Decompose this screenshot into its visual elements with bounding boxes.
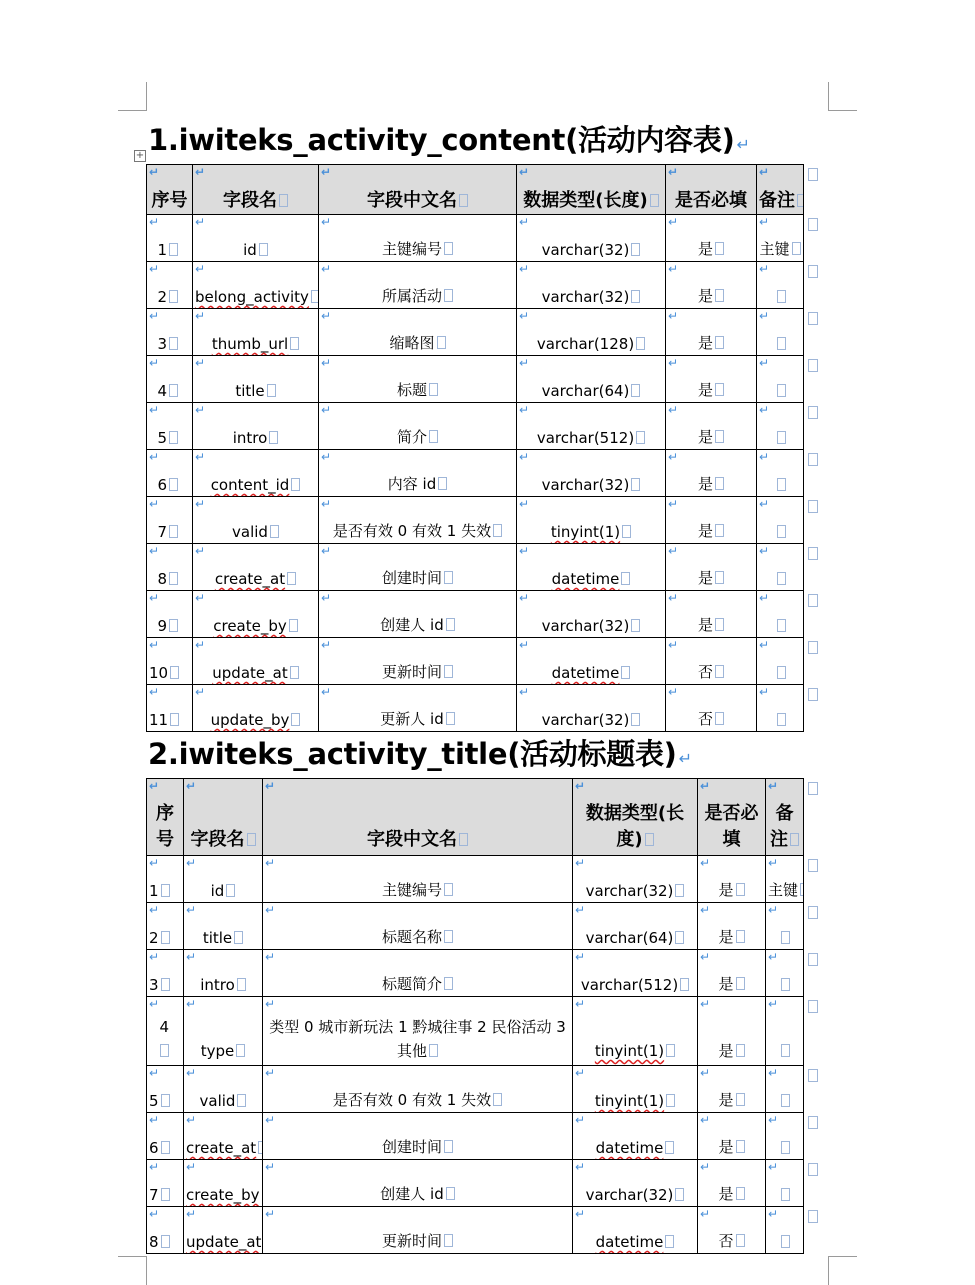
header-required[interactable]: ↵ 是否必填 [666, 165, 757, 215]
row-end-marker-icon [808, 500, 818, 513]
cell-end-marker-icon [715, 618, 724, 631]
cell-chinese-name[interactable]: ↵ 标题 [319, 356, 517, 403]
cell-end-marker-icon [446, 618, 455, 631]
cell-chinese-name[interactable]: ↵ 主键编号 [263, 856, 573, 903]
table-row [147, 997, 804, 1066]
cell-end-marker-icon [736, 977, 745, 990]
table-row [147, 262, 804, 309]
cell-end-marker-icon [777, 525, 786, 538]
cell-end-marker-icon [622, 525, 631, 538]
cell-required[interactable]: ↵ 是 [666, 215, 757, 262]
cell-required[interactable]: ↵ 是 [698, 950, 766, 997]
cell-end-marker-icon [444, 883, 453, 896]
header-field-name[interactable]: ↵ 字段名 [193, 165, 319, 215]
cell-data-type[interactable]: ↵ varchar(512) [517, 403, 666, 450]
cell-data-type[interactable]: ↵ varchar(32) [517, 450, 666, 497]
row-end-marker-icon [808, 1000, 818, 1013]
cell-end-marker-icon [279, 194, 288, 207]
cell-remark[interactable] [766, 1207, 804, 1254]
cell-no[interactable]: ↵ 2 [147, 262, 193, 309]
cell-chinese-name[interactable]: ↵ 缩略图 [319, 309, 517, 356]
cell-end-marker-icon [161, 978, 170, 991]
cell-end-marker-icon [792, 242, 801, 255]
cell-chinese-name[interactable]: ↵ 更新时间 [319, 638, 517, 685]
cell-no[interactable]: ↵ 3 [147, 309, 193, 356]
cell-end-marker-icon [169, 243, 178, 256]
cell-end-marker-icon [169, 525, 178, 538]
cell-end-marker-icon [736, 1140, 745, 1153]
cell-no[interactable]: ↵ 1 [147, 856, 184, 903]
cell-end-marker-icon [444, 1140, 453, 1153]
cell-no[interactable]: ↵ 1 [147, 215, 193, 262]
row-end-marker-icon [808, 406, 818, 419]
cell-end-marker-icon [631, 290, 640, 303]
row-end-marker-icon [808, 906, 818, 919]
cell-remark[interactable] [757, 544, 804, 591]
cell-no[interactable]: ↵ 7 [147, 1160, 184, 1207]
cell-remark[interactable] [766, 1160, 804, 1207]
row-end-marker-icon [808, 359, 818, 372]
cell-chinese-name[interactable]: ↵ 是否有效 0 有效 1 失效 [319, 497, 517, 544]
cell-end-marker-icon [715, 571, 724, 584]
row-end-marker-icon [808, 859, 818, 872]
cell-no[interactable]: ↵ 10 [147, 638, 193, 685]
header-required[interactable]: ↵ 是否必填 [698, 779, 766, 856]
table-header-row [147, 779, 804, 856]
cell-no[interactable]: ↵ 8 [147, 544, 193, 591]
cell-end-marker-icon [777, 337, 786, 350]
cell-required[interactable]: ↵ 否 [698, 1207, 766, 1254]
cell-no[interactable]: ↵ 3 [147, 950, 184, 997]
cell-end-marker-icon [777, 431, 786, 444]
header-data-type[interactable]: ↵ 数据类型(长度) [517, 165, 666, 215]
cell-end-marker-icon [715, 665, 724, 678]
cell-end-marker-icon [665, 1235, 674, 1248]
cell-end-marker-icon [715, 289, 724, 302]
cell-no[interactable]: ↵ 6 [147, 450, 193, 497]
cell-required[interactable]: ↵ 是 [666, 450, 757, 497]
cell-chinese-name[interactable]: ↵ 主键编号 [319, 215, 517, 262]
cell-required[interactable]: ↵ 是 [698, 1160, 766, 1207]
cell-field-name[interactable]: ↵ type [184, 997, 263, 1066]
table-row [147, 638, 804, 685]
cell-end-marker-icon [621, 666, 630, 679]
cell-data-type[interactable]: ↵ datetime [573, 1207, 698, 1254]
cell-end-marker-icon [631, 713, 640, 726]
header-chinese-name[interactable]: ↵ 字段中文名 [263, 779, 573, 856]
cell-end-marker-icon [169, 619, 178, 632]
cell-end-marker-icon [650, 194, 659, 207]
row-end-marker-icon [808, 1116, 818, 1129]
cell-end-marker-icon [777, 666, 786, 679]
cell-no[interactable]: ↵ 7 [147, 497, 193, 544]
cell-data-type[interactable]: ↵ tinyint(1) [573, 997, 698, 1066]
table-row [147, 903, 804, 950]
cell-remark[interactable] [757, 591, 804, 638]
cell-field-name[interactable]: ↵ title [184, 903, 263, 950]
cell-no[interactable]: ↵ 6 [147, 1113, 184, 1160]
cell-end-marker-icon [781, 1188, 790, 1201]
cell-end-marker-icon [444, 289, 453, 302]
row-end-marker-icon [808, 265, 818, 278]
cell-end-marker-icon [715, 524, 724, 537]
cell-remark[interactable] [757, 403, 804, 450]
cell-end-marker-icon [631, 384, 640, 397]
cell-remark[interactable] [766, 997, 804, 1066]
table-move-handle-icon[interactable]: + [135, 150, 145, 161]
cell-end-marker-icon [236, 1044, 245, 1057]
cell-end-marker-icon [715, 242, 724, 255]
table-row [147, 1207, 804, 1254]
cell-required[interactable]: ↵ 是 [666, 544, 757, 591]
cell-end-marker-icon [636, 431, 645, 444]
cell-remark[interactable] [757, 497, 804, 544]
cell-end-marker-icon [259, 243, 268, 256]
cell-end-marker-icon [781, 931, 790, 944]
cell-remark[interactable] [757, 450, 804, 497]
cell-chinese-name[interactable]: ↵ 标题名称 [263, 903, 573, 950]
cell-data-type[interactable]: ↵ varchar(32) [517, 215, 666, 262]
cell-end-marker-icon [237, 1094, 246, 1107]
cell-required[interactable]: ↵ 是 [698, 1066, 766, 1113]
cell-end-marker-icon [631, 478, 640, 491]
cell-end-marker-icon [777, 384, 786, 397]
cell-end-marker-icon [237, 978, 246, 991]
cell-data-type[interactable]: ↵ datetime [573, 1113, 698, 1160]
cell-end-marker-icon [161, 1094, 170, 1107]
cell-field-name[interactable]: ↵ intro [193, 403, 319, 450]
cell-end-marker-icon [781, 1044, 790, 1057]
cell-end-marker-icon [736, 1093, 745, 1106]
cell-required[interactable]: ↵ 是 [698, 856, 766, 903]
cell-end-marker-icon [631, 243, 640, 256]
cell-end-marker-icon [444, 665, 453, 678]
cell-end-marker-icon [715, 712, 724, 725]
cell-end-marker-icon [269, 431, 278, 444]
cell-no[interactable]: ↵ 4 [147, 356, 193, 403]
cell-remark[interactable] [757, 309, 804, 356]
cell-field-name[interactable]: ↵ intro [184, 950, 263, 997]
cell-data-type[interactable]: ↵ varchar(32) [573, 1160, 698, 1207]
cell-end-marker-icon [736, 930, 745, 943]
cell-remark[interactable] [757, 262, 804, 309]
cell-required[interactable]: ↵ 是 [666, 591, 757, 638]
cell-end-marker-icon [267, 384, 276, 397]
cell-end-marker-icon [715, 336, 724, 349]
cell-data-type[interactable]: ↵ varchar(128) [517, 309, 666, 356]
cell-field-name[interactable]: ↵ valid [184, 1066, 263, 1113]
cell-end-marker-icon [169, 384, 178, 397]
cell-end-marker-icon [444, 242, 453, 255]
cell-end-marker-icon [680, 978, 689, 991]
cell-data-type[interactable]: ↵ datetime [517, 638, 666, 685]
cell-field-name[interactable]: ↵ create_by [184, 1160, 263, 1207]
cell-end-marker-icon [161, 1141, 170, 1154]
cell-end-marker-icon [438, 477, 447, 490]
cell-end-marker-icon [715, 477, 724, 490]
cell-end-marker-icon [666, 1094, 675, 1107]
row-end-marker-icon [808, 312, 818, 325]
cell-field-name[interactable]: ↵ update_at [193, 638, 319, 685]
cell-remark[interactable] [766, 950, 804, 997]
cell-chinese-name[interactable]: ↵ 更新人 id [319, 685, 517, 732]
cell-required[interactable]: ↵ 是 [666, 497, 757, 544]
cell-end-marker-icon [459, 194, 468, 207]
cell-end-marker-icon [311, 290, 319, 303]
cell-remark[interactable] [766, 1066, 804, 1113]
cell-end-marker-icon [666, 1044, 675, 1057]
activity-title-table [146, 778, 804, 1254]
row-end-marker-icon [808, 782, 818, 795]
header-remark[interactable]: ↵ 备注 [757, 165, 804, 215]
cell-data-type[interactable]: ↵ datetime [517, 544, 666, 591]
activity-content-table [146, 164, 804, 732]
page-corner-mark [118, 82, 147, 111]
cell-end-marker-icon [781, 1094, 790, 1107]
table-row [147, 591, 804, 638]
row-end-marker-icon [808, 688, 818, 701]
row-end-marker-icon [808, 1210, 818, 1223]
cell-remark[interactable] [766, 1113, 804, 1160]
cell-end-marker-icon [446, 1187, 455, 1200]
cell-field-name[interactable]: ↵ id [193, 215, 319, 262]
cell-end-marker-icon [444, 1234, 453, 1247]
header-data-type[interactable]: ↵ 数据类型(长度) [573, 779, 698, 856]
table-row [147, 450, 804, 497]
cell-chinese-name[interactable]: ↵ 标题简介 [263, 950, 573, 997]
table-row [147, 1113, 804, 1160]
cell-end-marker-icon [429, 1044, 438, 1057]
cell-no[interactable]: ↵ 5 [147, 403, 193, 450]
cell-end-marker-icon [290, 666, 299, 679]
row-end-marker-icon [808, 218, 818, 231]
cell-end-marker-icon [169, 290, 178, 303]
table-header-row [147, 165, 804, 215]
cell-field-name[interactable]: ↵ thumb_url [193, 309, 319, 356]
cell-end-marker-icon [715, 383, 724, 396]
row-end-marker-icon [808, 453, 818, 466]
cell-remark[interactable] [757, 356, 804, 403]
cell-end-marker-icon [247, 833, 256, 846]
cell-end-marker-icon [446, 712, 455, 725]
cell-end-marker-icon [493, 524, 502, 537]
page-corner-mark [118, 1256, 147, 1285]
table-row [147, 950, 804, 997]
cell-end-marker-icon [777, 478, 786, 491]
cell-required[interactable]: ↵ 否 [666, 638, 757, 685]
table-row [147, 215, 804, 262]
table-row [147, 497, 804, 544]
cell-end-marker-icon [715, 430, 724, 443]
cell-end-marker-icon [429, 383, 438, 396]
cell-no[interactable]: ↵ 9 [147, 591, 193, 638]
header-field-name[interactable]: ↵ 字段名 [184, 779, 263, 856]
table-row [147, 309, 804, 356]
table-row [147, 544, 804, 591]
cell-end-marker-icon [493, 1093, 502, 1106]
cell-end-marker-icon [161, 1235, 170, 1248]
cell-end-marker-icon [736, 1234, 745, 1247]
cell-end-marker-icon [289, 619, 298, 632]
row-end-marker-icon [808, 1163, 818, 1176]
cell-end-marker-icon [777, 290, 786, 303]
cell-chinese-name[interactable]: ↵ 创建人 id [263, 1160, 573, 1207]
cell-remark[interactable] [757, 685, 804, 732]
cell-no[interactable]: ↵ 11 [147, 685, 193, 732]
row-end-marker-icon [808, 594, 818, 607]
cell-chinese-name[interactable]: ↵ 创建时间 [319, 544, 517, 591]
cell-end-marker-icon [636, 337, 645, 350]
header-chinese-name[interactable]: ↵ 字段中文名 [319, 165, 517, 215]
cell-chinese-name[interactable]: ↵ 创建人 id [319, 591, 517, 638]
cell-remark[interactable] [766, 903, 804, 950]
cell-required[interactable]: ↵ 是 [698, 903, 766, 950]
row-end-marker-icon [808, 1069, 818, 1082]
cell-data-type[interactable]: ↵ tinyint(1) [573, 1066, 698, 1113]
cell-end-marker-icon [797, 194, 804, 207]
table-row [147, 1066, 804, 1113]
cell-field-name[interactable]: ↵ belong_activity [193, 262, 319, 309]
table-row [147, 856, 804, 903]
page-corner-mark [828, 1256, 857, 1285]
cell-data-type[interactable]: ↵ varchar(32) [517, 262, 666, 309]
cell-remark[interactable] [757, 638, 804, 685]
cell-no[interactable]: ↵ 5 [147, 1066, 184, 1113]
cell-end-marker-icon [631, 619, 640, 632]
cell-field-name[interactable]: ↵ create_at [184, 1113, 263, 1160]
cell-end-marker-icon [790, 833, 799, 846]
cell-end-marker-icon [270, 525, 279, 538]
cell-end-marker-icon [777, 713, 786, 726]
cell-no[interactable]: ↵ 4 [147, 997, 184, 1066]
header-remark[interactable]: ↵ 备注 [766, 779, 804, 856]
cell-chinese-name[interactable]: ↵ 是否有效 0 有效 1 失效 [263, 1066, 573, 1113]
cell-chinese-name[interactable]: ↵ 所属活动 [319, 262, 517, 309]
cell-end-marker-icon [621, 572, 630, 585]
cell-end-marker-icon [234, 931, 243, 944]
cell-data-type[interactable]: ↵ varchar(64) [573, 903, 698, 950]
cell-end-marker-icon [291, 713, 300, 726]
cell-end-marker-icon [161, 1188, 170, 1201]
cell-end-marker-icon [444, 571, 453, 584]
table-row [147, 685, 804, 732]
cell-field-name[interactable]: ↵ id [184, 856, 263, 903]
cell-end-marker-icon [287, 572, 296, 585]
cell-data-type[interactable]: ↵ varchar(32) [517, 685, 666, 732]
cell-end-marker-icon [160, 1044, 169, 1057]
cell-end-marker-icon [169, 478, 178, 491]
cell-end-marker-icon [665, 1141, 674, 1154]
page-corner-mark [828, 82, 857, 111]
cell-chinese-name[interactable]: ↵ 更新时间 [263, 1207, 573, 1254]
cell-end-marker-icon [736, 1187, 745, 1200]
cell-remark[interactable]: ↵ 主键 [757, 215, 804, 262]
cell-data-type[interactable]: ↵ varchar(32) [573, 856, 698, 903]
cell-field-name[interactable]: ↵ create_at [193, 544, 319, 591]
cell-data-type[interactable]: ↵ varchar(64) [517, 356, 666, 403]
cell-required[interactable]: ↵ 否 [666, 685, 757, 732]
cell-end-marker-icon [800, 883, 803, 896]
section-2-title: 2.iwiteks_activity_title(活动标题表) ↵ [148, 737, 692, 771]
cell-remark[interactable]: ↵ 主键 [766, 856, 804, 903]
cell-end-marker-icon [645, 833, 654, 846]
cell-required[interactable]: ↵ 是 [666, 309, 757, 356]
table-row [147, 403, 804, 450]
cell-required[interactable]: ↵ 是 [698, 997, 766, 1066]
cell-end-marker-icon [459, 833, 468, 846]
cell-end-marker-icon [437, 336, 446, 349]
row-end-marker-icon [808, 953, 818, 966]
cell-end-marker-icon [777, 619, 786, 632]
row-end-marker-icon [808, 641, 818, 654]
cell-end-marker-icon [675, 1188, 684, 1201]
cell-end-marker-icon [675, 884, 684, 897]
cell-end-marker-icon [781, 1141, 790, 1154]
cell-end-marker-icon [781, 1235, 790, 1248]
cell-no[interactable]: ↵ 2 [147, 903, 184, 950]
cell-data-type[interactable]: ↵ varchar(32) [517, 591, 666, 638]
cell-end-marker-icon [675, 931, 684, 944]
cell-required[interactable]: ↵ 是 [666, 403, 757, 450]
cell-required[interactable]: ↵ 是 [698, 1113, 766, 1160]
cell-end-marker-icon [444, 977, 453, 990]
row-end-marker-icon [808, 547, 818, 560]
cell-end-marker-icon [736, 1044, 745, 1057]
cell-end-marker-icon [170, 713, 179, 726]
cell-end-marker-icon [169, 337, 178, 350]
cell-end-marker-icon [290, 337, 299, 350]
row-end-marker-icon [808, 168, 818, 181]
cell-end-marker-icon [429, 430, 438, 443]
cell-field-name[interactable]: ↵ title [193, 356, 319, 403]
cell-field-name[interactable]: ↵ content_id [193, 450, 319, 497]
cell-end-marker-icon [169, 572, 178, 585]
cell-chinese-name[interactable]: ↵ 创建时间 [263, 1113, 573, 1160]
cell-no[interactable]: ↵ 8 [147, 1207, 184, 1254]
section-1-title: 1.iwiteks_activity_content(活动内容表) ↵ [148, 123, 750, 157]
cell-end-marker-icon [161, 931, 170, 944]
cell-data-type[interactable]: ↵ tinyint(1) [517, 497, 666, 544]
cell-field-name[interactable]: ↵ valid [193, 497, 319, 544]
cell-end-marker-icon [161, 884, 170, 897]
table-row [147, 356, 804, 403]
cell-end-marker-icon [169, 431, 178, 444]
table-row [147, 1160, 804, 1207]
cell-end-marker-icon [777, 572, 786, 585]
cell-field-name[interactable]: ↵ create_by [193, 591, 319, 638]
cell-data-type[interactable]: ↵ varchar(512) [573, 950, 698, 997]
cell-field-name[interactable]: ↵ update_at [184, 1207, 263, 1254]
cell-end-marker-icon [444, 930, 453, 943]
cell-chinese-name[interactable]: ↵ 内容 id [319, 450, 517, 497]
cell-end-marker-icon [170, 666, 179, 679]
header-no[interactable]: ↵ 序号 [147, 779, 184, 856]
cell-field-name[interactable]: ↵ update_by [193, 685, 319, 732]
cell-end-marker-icon [736, 883, 745, 896]
header-no[interactable]: ↵ 序号 [147, 165, 193, 215]
cell-chinese-name[interactable]: ↵ 类型 0 城市新玩法 1 黔城往事 2 民俗活动 3 其他 [263, 997, 573, 1066]
cell-required[interactable]: ↵ 是 [666, 262, 757, 309]
cell-end-marker-icon [226, 884, 235, 897]
cell-required[interactable]: ↵ 是 [666, 356, 757, 403]
cell-chinese-name[interactable]: ↵ 简介 [319, 403, 517, 450]
cell-end-marker-icon [291, 478, 300, 491]
cell-end-marker-icon [781, 978, 790, 991]
